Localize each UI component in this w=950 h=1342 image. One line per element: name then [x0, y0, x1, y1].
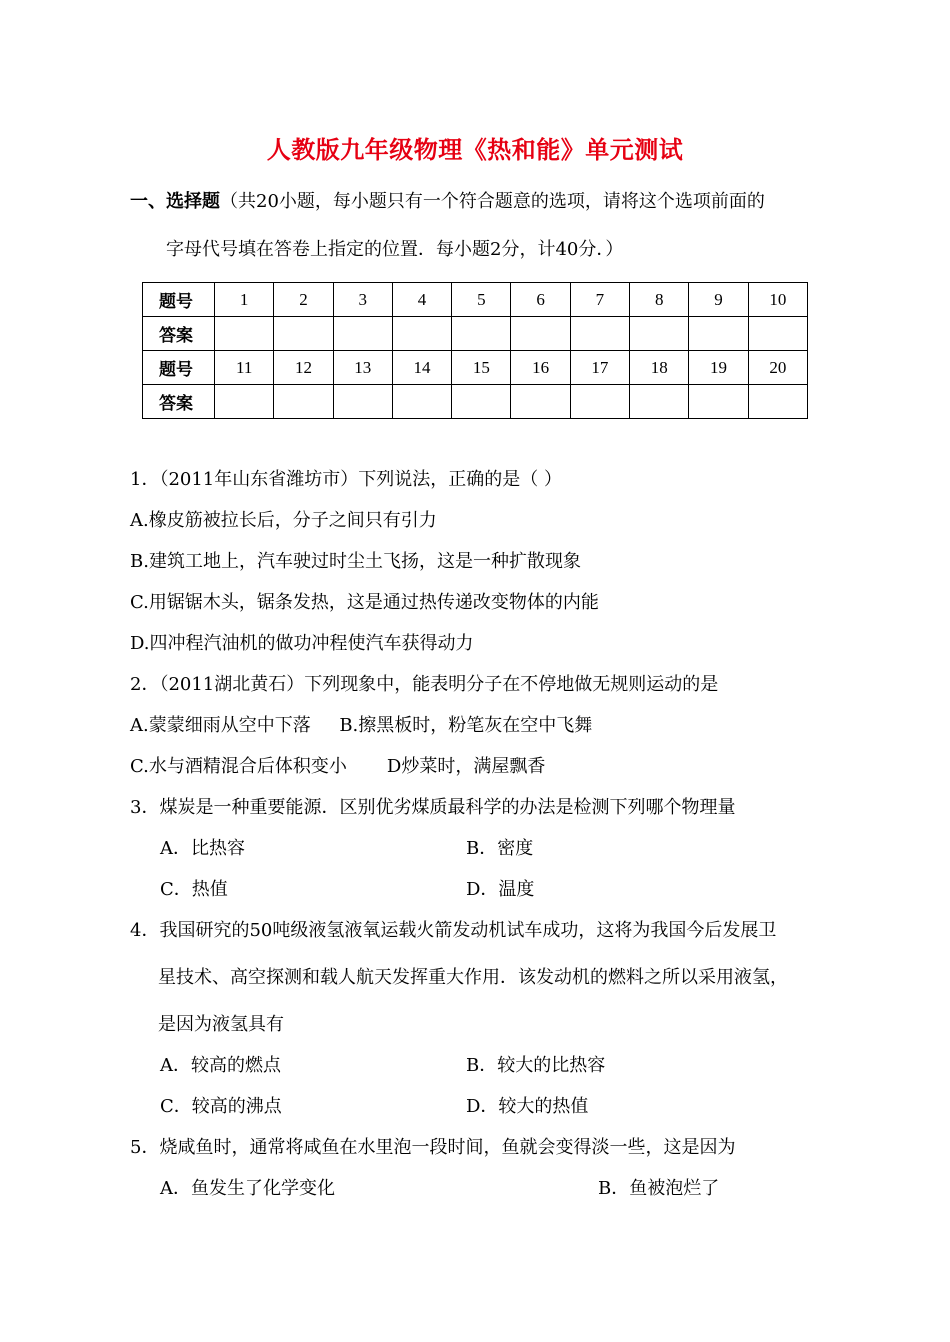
question-2-options-ab: A.蒙蒙细雨从空中下落 B.擦黑板时，粉笔灰在空中飞舞	[130, 715, 593, 736]
question-number-cell: 3	[333, 283, 392, 317]
question-5-option-b: B．鱼被泡烂了	[598, 1178, 720, 1199]
question-number-cell: 15	[452, 351, 511, 385]
question-number-cell: 8	[630, 283, 689, 317]
question-number-cell: 18	[630, 351, 689, 385]
section-instruction	[130, 190, 765, 214]
question-5-stem: 5．烧咸鱼时，通常将咸鱼在水里泡一段时间，鱼就会变得淡一些，这是因为	[130, 1137, 736, 1158]
question-number-cell: 6	[511, 283, 570, 317]
question-number-cell: 2	[274, 283, 333, 317]
answer-cell[interactable]	[392, 317, 451, 351]
question-2-options-cd: C.水与酒精混合后体积变小 D炒菜时，满屋飘香	[130, 756, 546, 777]
question-number-cell: 10	[748, 283, 807, 317]
question-3-option-d: D．温度	[466, 879, 535, 900]
question-4-option-d: D．较大的热值	[466, 1096, 589, 1117]
answer-cell[interactable]	[570, 385, 629, 419]
question-number-cell: 19	[689, 351, 748, 385]
question-number-cell: 20	[748, 351, 807, 385]
question-4-stem-line-2: 星技术、高空探测和载人航天发挥重大作用．该发动机的燃料之所以采用液氢，	[158, 967, 788, 988]
answer-table-row	[143, 351, 808, 385]
answer-cell[interactable]	[215, 317, 274, 351]
answer-cell[interactable]	[570, 317, 629, 351]
question-2-stem: 2．（2011湖北黄石）下列现象中，能表明分子在不停地做无规则运动的是	[130, 674, 719, 695]
question-5-option-a: A．鱼发生了化学变化	[160, 1178, 335, 1199]
answer-table-row	[143, 283, 808, 317]
question-number-cell: 13	[333, 351, 392, 385]
answer-cell[interactable]	[689, 317, 748, 351]
answer-table-row	[143, 385, 808, 419]
answer-table	[142, 282, 808, 419]
answer-cell[interactable]	[630, 385, 689, 419]
page-title: 人教版九年级物理《热和能》单元测试	[266, 136, 684, 164]
answer-cell[interactable]	[511, 385, 570, 419]
question-4-option-a: A．较高的燃点	[160, 1055, 281, 1076]
answer-table-row-head: 答案	[143, 317, 215, 351]
answer-cell[interactable]	[333, 385, 392, 419]
question-1-option-d: D.四冲程汽油机的做功冲程使汽车获得动力	[130, 633, 474, 654]
question-3-stem: 3．煤炭是一种重要能源．区别优劣煤质最科学的办法是检测下列哪个物理量	[130, 797, 736, 818]
question-number-cell: 17	[570, 351, 629, 385]
question-number-cell: 12	[274, 351, 333, 385]
answer-table-row-head: 题号	[143, 351, 215, 385]
answer-cell[interactable]	[511, 317, 570, 351]
question-number-cell: 4	[392, 283, 451, 317]
instruction-line-2: 字母代号填在答卷上指定的位置．每小题2分，计40分．）	[166, 239, 624, 260]
answer-cell[interactable]	[748, 317, 807, 351]
question-4-stem-line-3: 是因为液氢具有	[158, 1014, 284, 1035]
question-number-cell: 7	[570, 283, 629, 317]
question-number-cell: 5	[452, 283, 511, 317]
answer-cell[interactable]	[392, 385, 451, 419]
question-number-cell: 11	[215, 351, 274, 385]
question-number-cell: 1	[215, 283, 274, 317]
answer-cell[interactable]	[333, 317, 392, 351]
question-3-option-b: B．密度	[466, 838, 534, 859]
question-1-option-a: A.橡皮筋被拉长后，分子之间只有引力	[130, 510, 437, 531]
question-number-cell: 16	[511, 351, 570, 385]
question-4-option-c: C．较高的沸点	[160, 1096, 282, 1117]
answer-cell[interactable]	[274, 385, 333, 419]
answer-cell[interactable]	[689, 385, 748, 419]
question-4-stem-line-1: 4．我国研究的50吨级液氢液氧运载火箭发动机试车成功，这将为我国今后发展卫	[130, 920, 777, 941]
answer-cell[interactable]	[452, 385, 511, 419]
question-1-stem: 1．（2011年山东省潍坊市）下列说法，正确的是（ ）	[130, 469, 562, 490]
question-4-option-b: B．较大的比热容	[466, 1055, 606, 1076]
question-number-cell: 9	[689, 283, 748, 317]
question-number-cell: 14	[392, 351, 451, 385]
answer-table-row-head: 题号	[143, 283, 215, 317]
answer-cell[interactable]	[215, 385, 274, 419]
answer-cell[interactable]	[274, 317, 333, 351]
question-3-option-c: C．热值	[160, 879, 228, 900]
answer-table-row-head: 答案	[143, 385, 215, 419]
question-1-option-b: B.建筑工地上，汽车驶过时尘土飞扬，这是一种扩散现象	[130, 551, 581, 572]
question-1-option-c: C.用锯锯木头，锯条发热，这是通过热传递改变物体的内能	[130, 592, 599, 613]
instruction-line-1: （共20小题，每小题只有一个符合题意的选项，请将这个选项前面的	[220, 191, 765, 212]
answer-cell[interactable]	[748, 385, 807, 419]
answer-cell[interactable]	[452, 317, 511, 351]
section-label: 一、选择题	[130, 191, 220, 212]
question-3-option-a: A．比热容	[160, 838, 245, 859]
answer-table-row	[143, 317, 808, 351]
answer-cell[interactable]	[630, 317, 689, 351]
